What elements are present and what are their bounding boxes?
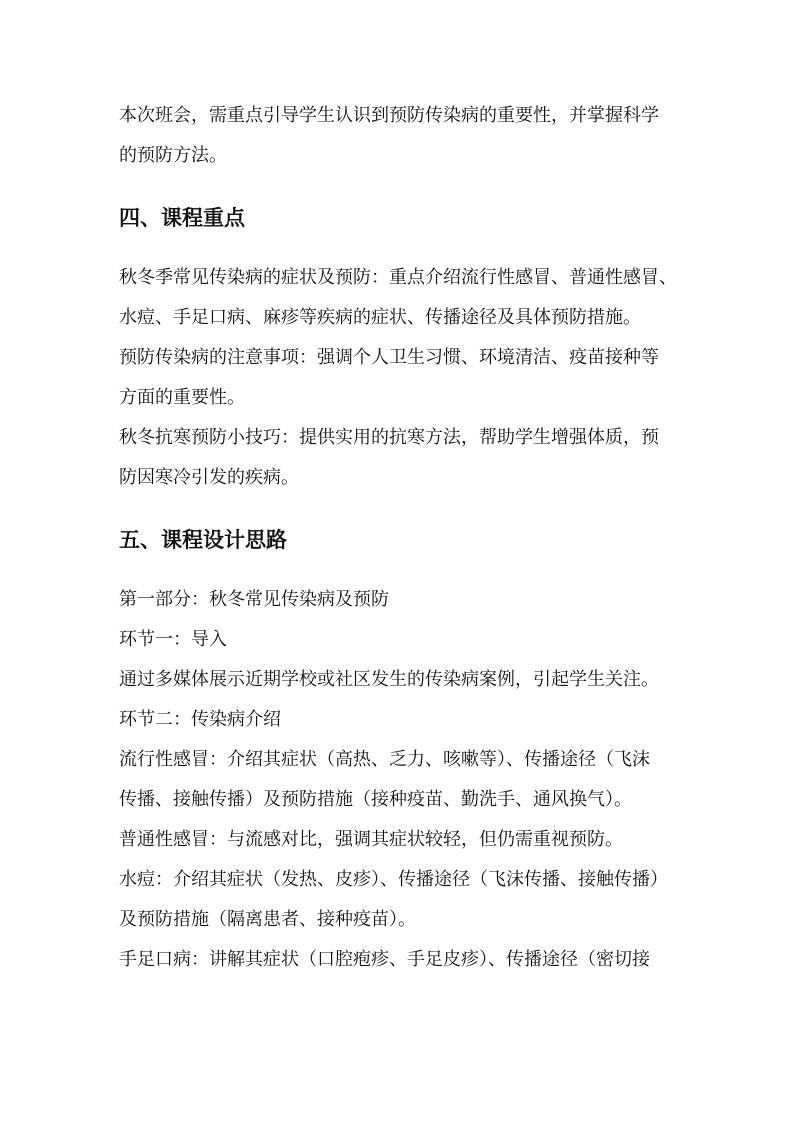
section-4-heading: 四、课程重点 xyxy=(119,206,245,230)
spacer xyxy=(119,238,679,258)
section-5-line: 手足口病：讲解其症状（口腔疱疹、手足皮疹）、传播途径（密切接 xyxy=(119,949,650,970)
section-4-line: 秋冬季常见传染病的症状及预防：重点介绍流行性感冒、普通性感冒、 xyxy=(119,267,677,288)
intro-line-2: 的预防方法。 xyxy=(119,145,227,166)
section-5-line: 水痘：介绍其症状（发热、皮疹）、传播途径（飞沫传播、接触传播） xyxy=(119,869,668,890)
section-5-line: 环节一：导入 xyxy=(119,629,227,650)
section-5-line: 环节二：传染病介绍 xyxy=(119,709,281,730)
spacer xyxy=(119,176,679,198)
section-5-line: 传播、接触传播）及预防措施（接种疫苗、勤洗手、通风换气）。 xyxy=(119,789,632,810)
document-page xyxy=(119,96,679,980)
section-5-line: 流行性感冒：介绍其症状（高热、乏力、咳嗽等）、传播途径（飞沫 xyxy=(119,749,650,770)
section-5-heading: 五、课程设计思路 xyxy=(119,528,287,552)
section-4-line: 方面的重要性。 xyxy=(119,387,245,408)
section-4-line: 秋冬抗寒预防小技巧：提供实用的抗寒方法，帮助学生增强体质，预 xyxy=(119,427,659,448)
section-5-line: 及预防措施（隔离患者、接种疫苗）。 xyxy=(119,909,416,930)
section-4-line: 水痘、手足口病、麻疹等疾病的症状、传播途径及具体预防措施。 xyxy=(119,307,641,328)
intro-line-1: 本次班会，需重点引导学生认识到预防传染病的重要性，并掌握科学 xyxy=(119,105,659,126)
section-5-line: 普通性感冒：与流感对比，强调其症状较轻，但仍需重视预防。 xyxy=(119,829,623,850)
section-4-line: 预防传染病的注意事项：强调个人卫生习惯、环境清洁、疫苗接种等 xyxy=(119,347,659,368)
section-4-line: 防因寒冷引发的疾病。 xyxy=(119,467,299,488)
section-5-line: 通过多媒体展示近期学校或社区发生的传染病案例，引起学生关注。 xyxy=(119,669,659,690)
section-5-line: 第一部分：秋冬常见传染病及预防 xyxy=(119,589,389,610)
spacer xyxy=(119,498,679,520)
spacer xyxy=(119,560,679,580)
